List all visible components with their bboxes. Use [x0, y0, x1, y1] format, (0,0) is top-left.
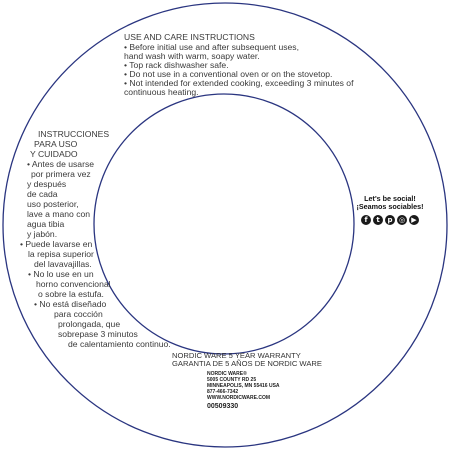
address-line: MINNEAPOLIS, MN 55416 USA [207, 383, 280, 389]
spanish-title-line: Y CUIDADO [30, 149, 78, 159]
address-block [207, 371, 280, 401]
facebook-icon: f [361, 215, 371, 225]
instagram-icon: ◎ [398, 215, 406, 224]
spanish-line: o sobre la estufa. [38, 289, 104, 299]
warranty-block [172, 352, 322, 369]
english-line: • Before initial use and after subsequent uses, [124, 42, 299, 52]
english-line: • Not intended for extended cooking, exceeding 3 minutes of [124, 78, 354, 88]
warranty-en: NORDIC WARE 5 YEAR WARRANTY [172, 351, 301, 360]
spanish-line: • Puede lavarse en [20, 239, 93, 249]
spanish-line: • No lo use en un [28, 269, 94, 279]
product-code: 00509330 [207, 403, 239, 410]
spanish-line: uso posterior, [27, 199, 79, 209]
spanish-line: • Antes de usarse [27, 159, 95, 169]
social-block [354, 195, 426, 225]
pinterest-icon: p [385, 215, 395, 225]
spanish-title-line: PARA USO [34, 139, 78, 149]
spanish-line: agua tibia [27, 219, 65, 229]
english-line: • Top rack dishwasher safe. [124, 60, 229, 70]
spanish-line: y jabón. [27, 229, 58, 239]
warranty-es: GARANTIA DE 5 AÑOS DE NORDIC WARE [172, 359, 322, 369]
spanish-line: horno convencional [36, 279, 111, 289]
spanish-line: la repisa superior [28, 249, 94, 259]
english-line: continuous heating. [124, 87, 199, 97]
address-line: NORDIC WARE® [207, 371, 247, 377]
address-line: 877-466-7342 [207, 389, 239, 395]
english-line: • Do not use in a conventional oven or on the stovetop. [124, 69, 333, 79]
spanish-line: • No está diseñado [34, 299, 107, 309]
social-title-en: Let's be social! [364, 194, 416, 203]
spanish-line: lave a mano con [27, 209, 91, 219]
spanish-line: de cada [27, 189, 58, 199]
address-line: 5005 COUNTY RD 25 [207, 377, 257, 383]
inner-ring [94, 94, 354, 354]
twitter-icon: t [373, 215, 383, 225]
spanish-line: del lavavajillas. [34, 259, 92, 269]
spanish-line: para cocción [54, 309, 103, 319]
spanish-title-line: INSTRUCCIONES [38, 129, 110, 139]
youtube-icon: ▶ [409, 215, 419, 225]
social-title-es: ¡Seamos sociables! [356, 202, 424, 212]
social-icons [354, 215, 426, 225]
address-line: WWW.NORDICWARE.COM [207, 395, 271, 401]
spanish-line: de calentamiento continuo. [68, 339, 171, 349]
english-title: USE AND CARE INSTRUCTIONS [124, 32, 255, 42]
english-line: hand wash with warm, soapy water. [124, 51, 260, 61]
spanish-line: y después [27, 179, 67, 189]
spanish-line: por primera vez [31, 169, 91, 179]
spanish-line: sobrepase 3 minutos [58, 329, 138, 339]
spanish-line: prolongada, que [58, 319, 121, 329]
